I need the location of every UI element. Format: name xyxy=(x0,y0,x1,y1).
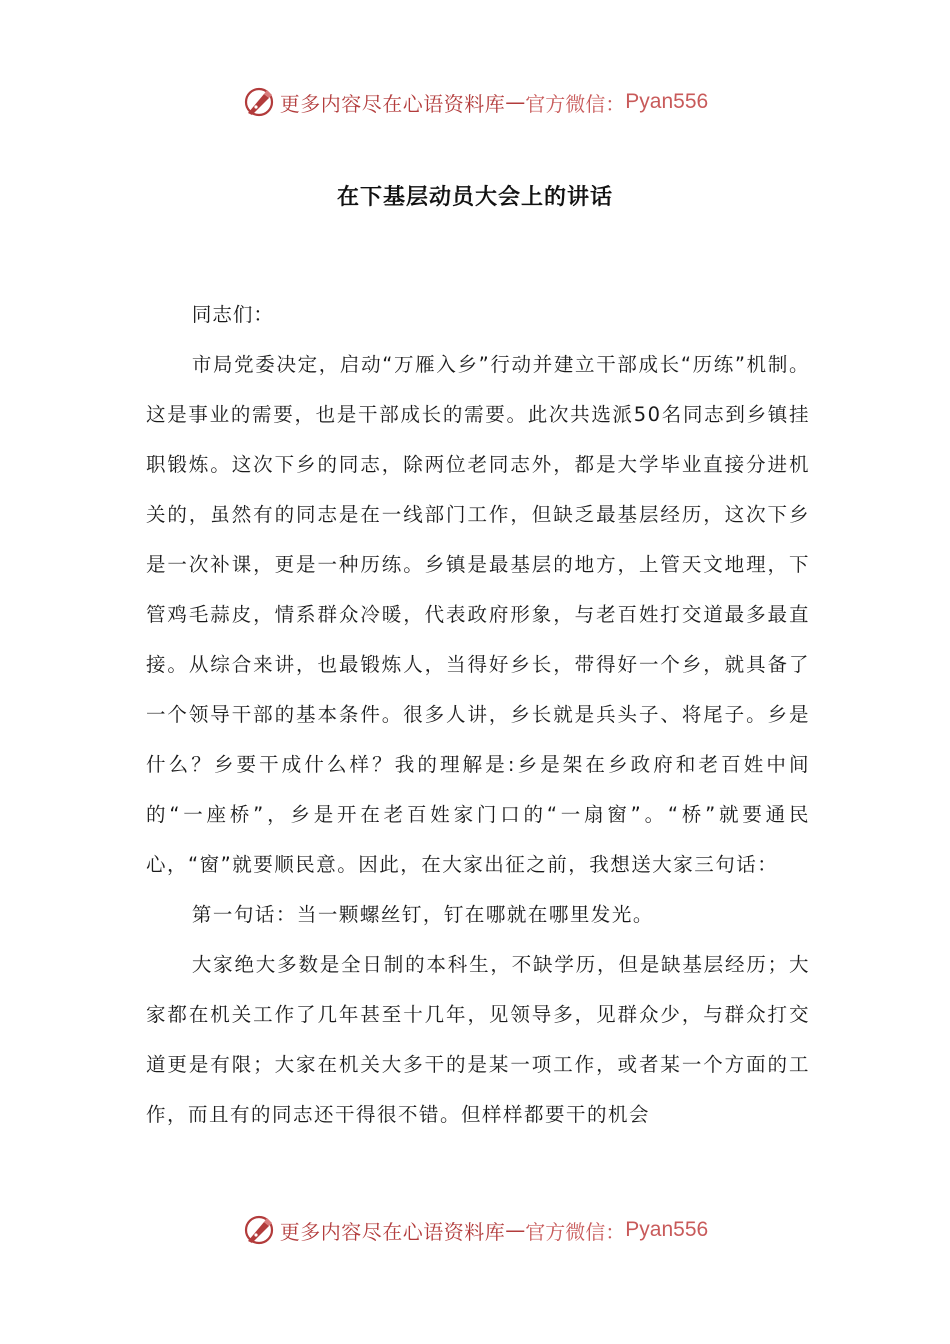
pen-nib-logo-icon xyxy=(242,85,276,119)
paragraph-salutation: 同志们： xyxy=(191,303,274,326)
banner-wechat-label: 官方微信： xyxy=(525,91,626,116)
document-body xyxy=(146,290,810,1140)
banner-wechat-label: 官方微信： xyxy=(525,1219,626,1244)
banner-wechat-id: Pyan556 xyxy=(625,90,709,113)
banner-dash: — xyxy=(505,1218,526,1242)
paragraph: 市局党委决定，启动“万雁入乡”行动并建立干部成长“历练”机制。这是事业的需要，也是干部成长的需要。此次共选派50名同志到乡镇挂职锻炼。这次下乡的同志，除两位老同志外，都是大学毕业直接分进机关的，虽然有的同志是在一线部门工作，但缺乏最基层经历，这次下乡是一次补课，更是一种历练。乡镇是最基层的地方，上管天文地理，下管鸡毛蒜皮，情系群众冷暖，代表政府形象，与老百姓打交道最多最直接。从综合来讲，也最锻炼人，当得好乡长，带得好一个乡，就具备了一个领导干部的基本条件。很多人讲，乡长就是兵头子、将尾子。乡是什么？乡要干成什么样？我的理解是:乡是架在乡政府和老百姓中间的“一座桥”，乡是开在老百姓家门口的“一扇窗”。“桥”就要通民心，“窗”就要顺民意。因此，在大家出征之前，我想送大家三句话： xyxy=(146,353,810,876)
banner-dash: — xyxy=(505,90,526,114)
header-banner xyxy=(0,82,950,122)
banner-site-name: 更多内容尽在心语资料库 xyxy=(279,91,506,116)
footer-banner xyxy=(0,1210,950,1250)
paragraph: 第一句话：当一颗螺丝钉，钉在哪就在哪里发光。 xyxy=(191,903,654,926)
banner-wechat-id: Pyan556 xyxy=(625,1218,709,1241)
pen-nib-logo-icon xyxy=(242,1213,276,1247)
document-title: 在下基层动员大会上的讲话 xyxy=(336,185,613,210)
banner-site-name: 更多内容尽在心语资料库 xyxy=(279,1219,506,1244)
paragraph: 大家绝大多数是全日制的本科生，不缺学历，但是缺基层经历；大家都在机关工作了几年甚至十几年，见领导多，见群众少，与群众打交道更是有限；大家在机关大多干的是某一项工作，或者某一个方面的工作，而且有的同志还干得很不错。但样样都要干的机会 xyxy=(146,953,810,1126)
